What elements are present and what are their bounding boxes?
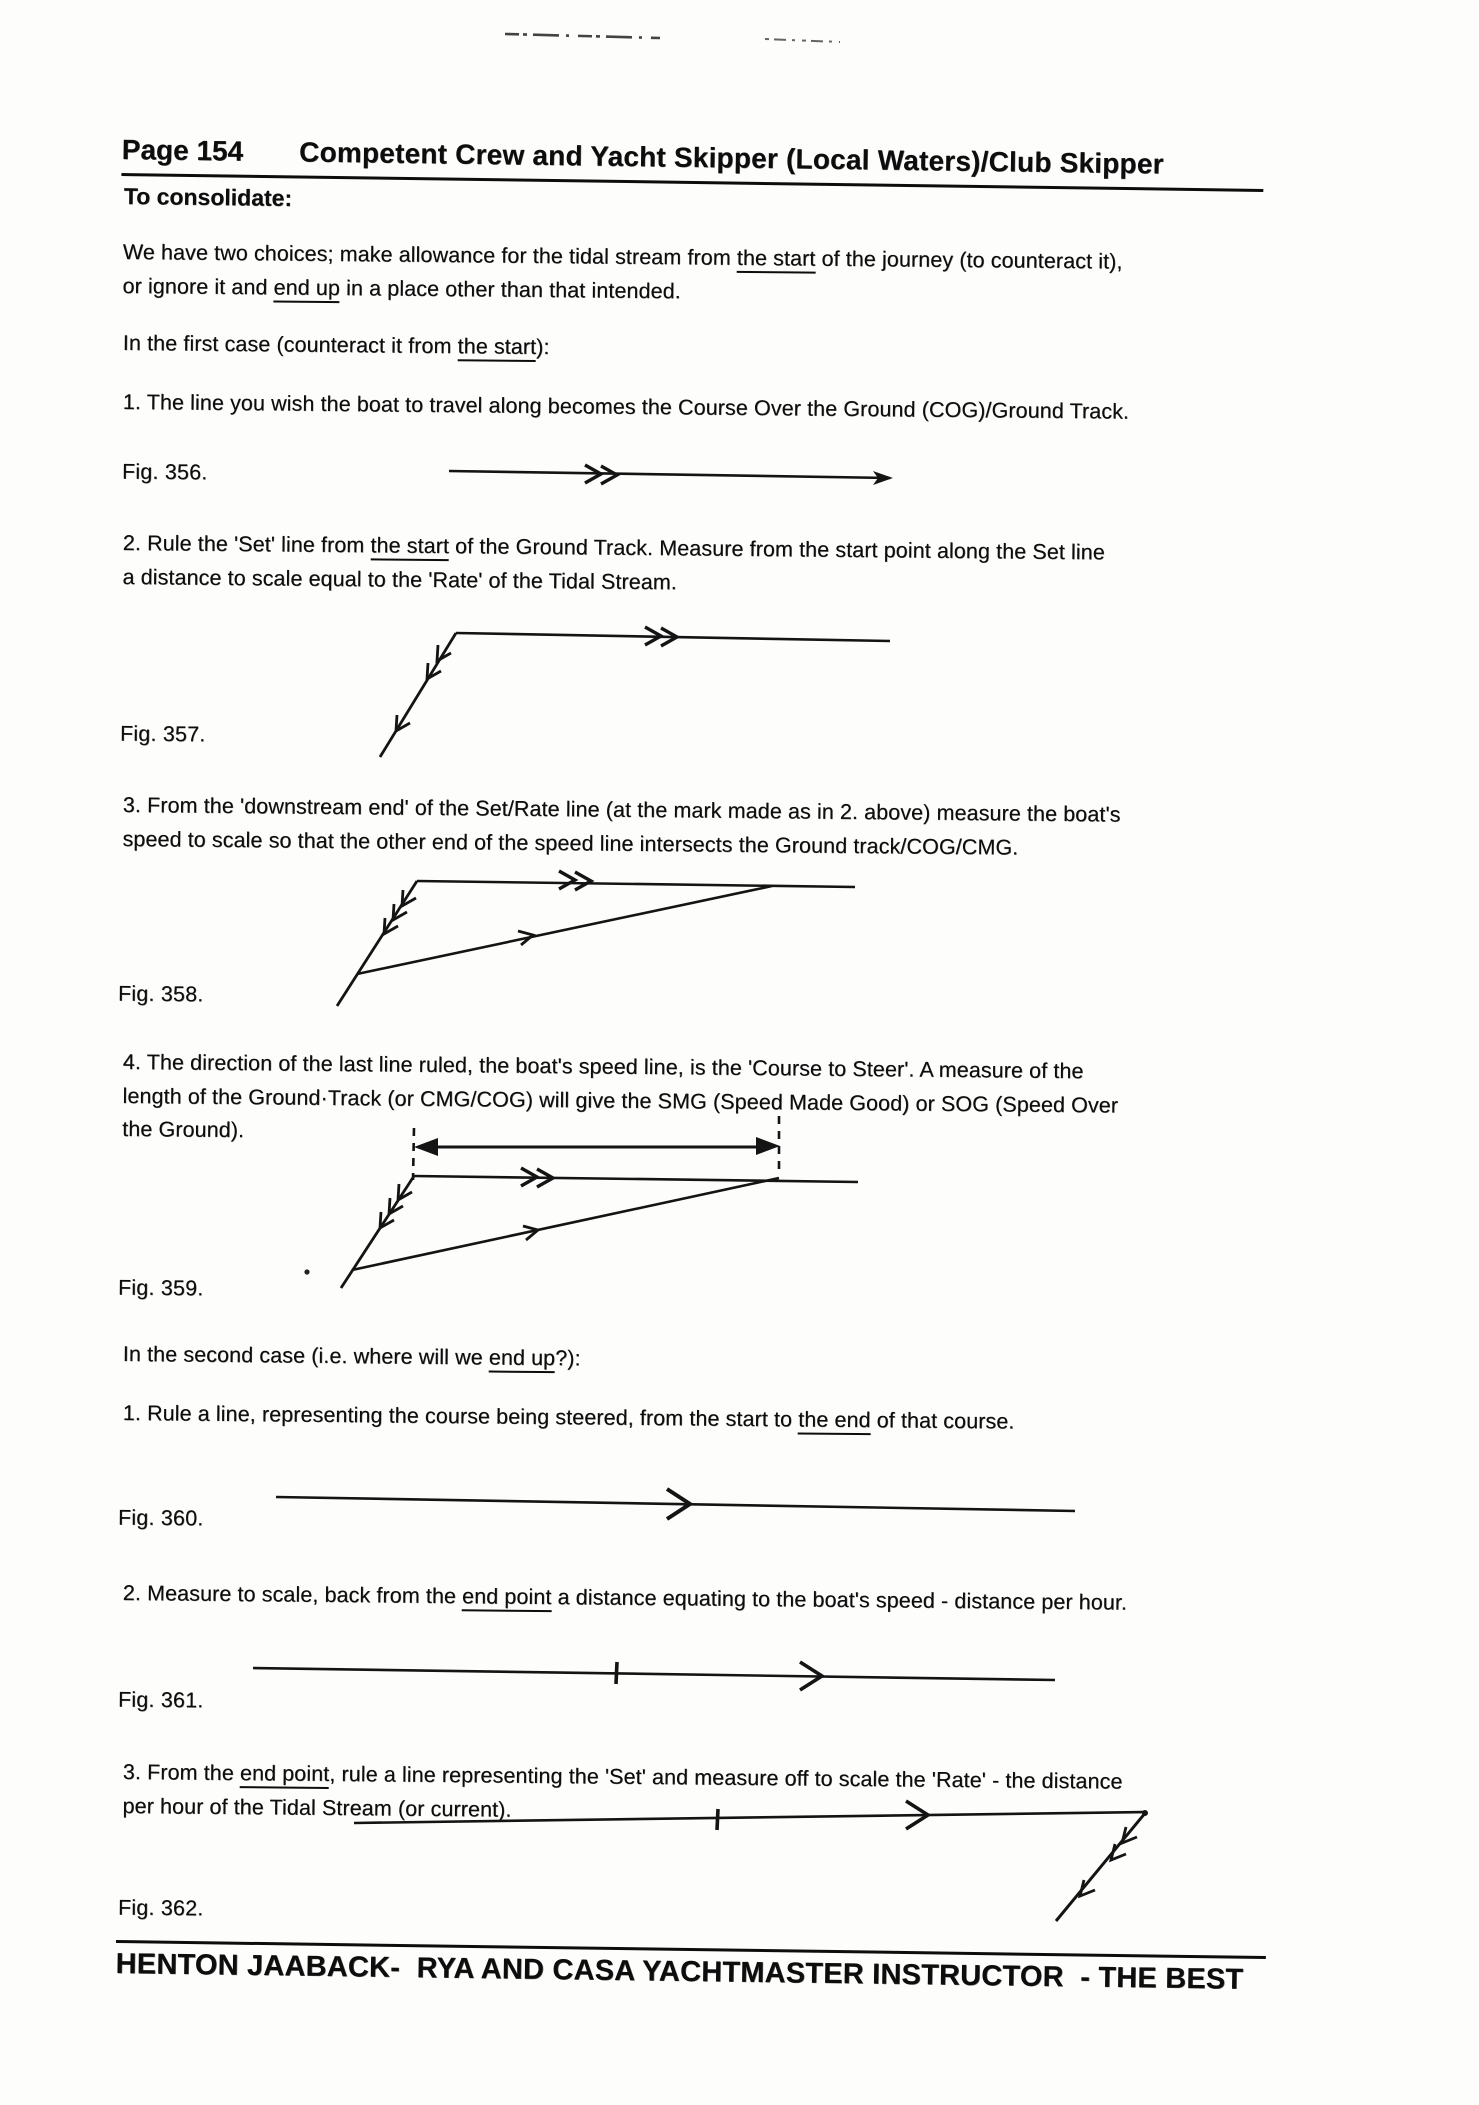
underlined-text: end up — [273, 275, 340, 303]
underlined-text: the start — [370, 533, 449, 561]
tidal-set-line — [380, 633, 456, 757]
measure-arrow-right-icon — [756, 1137, 780, 1155]
text-segment: 3. From the 'downstream end' of the Set/Rate line (at the mark made as in 2. above) measure the boat's — [122, 792, 1121, 827]
text-segment: in a place other than that intended. — [339, 275, 681, 303]
tidal-set-line — [341, 1176, 414, 1288]
text-segment: 1. Rule a line, representing the course being steered, from the start to — [122, 1400, 799, 1432]
course-line — [253, 1668, 1055, 1680]
figure-360-course-line — [276, 1489, 1075, 1519]
text-segment: of the journey (to counteract it), — [815, 246, 1123, 274]
figure-357-label: Fig. 357. — [119, 721, 206, 747]
tidal-set-line — [337, 881, 417, 1006]
underlined-text: end point — [240, 1761, 330, 1789]
text-segment: the Ground). — [122, 1116, 245, 1143]
course-line — [276, 1497, 1075, 1511]
footer-banner: HENTON JAABACK- RYA AND CASA YACHTMASTER INSTRUCTOR - THE BEST — [115, 1940, 1265, 1997]
text-segment: We have two choices; make allowance for the tidal stream from — [122, 239, 737, 270]
figure-357-track-and-set-line — [380, 627, 890, 757]
text-segment: of the Ground Track. Measure from the start point along the Set line — [448, 534, 1105, 565]
figure-359-triangle-with-measurement — [304, 1116, 858, 1288]
figure-356-label: Fig. 356. — [121, 459, 208, 485]
underlined-text: the end — [798, 1407, 871, 1435]
corner-dot — [1142, 1810, 1148, 1816]
text-segment: speed to scale so that the other end of the speed line intersects the Ground track/COG/CMG. — [122, 826, 1019, 860]
ground-track-line — [414, 1176, 858, 1182]
text-segment: length of the Ground·Track (or CMG/COG) will give the SMG (Speed Made Good) or SOG (Speed Over — [122, 1083, 1119, 1118]
text-segment: , rule a line representing the 'Set' and measure off to scale the 'Rate' - the distance — [329, 1761, 1123, 1794]
ground-track-line — [449, 471, 890, 478]
underlined-text: the start — [737, 246, 816, 274]
text-segment: a distance equating to the boat's speed - distance per hour. — [551, 1585, 1128, 1615]
text-segment: 1. The line you wish the boat to travel along becomes the Course Over the Ground (COG)/Ground Track. — [122, 389, 1130, 424]
tidal-set-line — [1056, 1812, 1146, 1921]
boat-speed-line — [357, 886, 772, 974]
scan-artifact — [505, 34, 840, 42]
double-arrowhead-icon — [559, 871, 591, 890]
boat-speed-line — [352, 1178, 779, 1270]
page-title: Competent Crew and Yacht Skipper (Local Waters)/Club Skipper — [298, 136, 1164, 180]
underlined-text: the start — [457, 334, 536, 362]
text-segment: In the second case (i.e. where will we — [122, 1341, 489, 1370]
text-segment: ): — [536, 334, 550, 360]
underlined-text: end point — [462, 1584, 552, 1612]
text-segment: per hour of the Tidal Stream (or current). — [122, 1793, 512, 1822]
text-segment: or ignore it and — [122, 273, 274, 299]
course-line — [354, 1812, 1146, 1823]
underlined-text: end up — [489, 1346, 556, 1374]
page-number-label: Page 154 — [121, 134, 244, 167]
figure-361-label: Fig. 361. — [117, 1687, 204, 1713]
figure-362-label: Fig. 362. — [117, 1895, 204, 1921]
text-segment: In the first case (counteract it from — [122, 330, 458, 359]
text-segment: a distance to scale equal to the 'Rate' of the Tidal Stream. — [122, 564, 678, 594]
text-segment: 4. The direction of the last line ruled, the boat's speed line, is the 'Course to Steer'. A measure of the — [122, 1049, 1084, 1084]
dashed-extension-left — [413, 1128, 414, 1180]
section-heading-consolidate: To consolidate: — [123, 183, 293, 212]
text-segment: 2. Rule the 'Set' line from — [122, 530, 371, 558]
figure-361-course-line-speed-mark — [253, 1662, 1055, 1690]
ink-speck — [304, 1269, 309, 1274]
text-segment: 2. Measure to scale, back from the — [122, 1580, 463, 1609]
figure-360-label: Fig. 360. — [117, 1505, 204, 1531]
figure-362-course-and-set-line — [354, 1801, 1148, 1921]
text-segment: ?): — [555, 1346, 581, 1371]
figure-356-ground-track — [449, 465, 893, 485]
figure-359-label: Fig. 359. — [117, 1275, 204, 1301]
measure-arrow-left-icon — [414, 1138, 438, 1156]
figure-358-label: Fig. 358. — [117, 981, 204, 1007]
ground-track-line — [417, 881, 855, 887]
text-segment: 3. From the — [122, 1759, 241, 1786]
figure-358-vector-triangle — [337, 871, 855, 1006]
text-segment: of that course. — [870, 1408, 1015, 1434]
speed-tick-mark — [616, 1662, 617, 1684]
set-line-arrowheads-icon — [1080, 1827, 1137, 1896]
speed-tick-mark — [717, 1809, 718, 1830]
